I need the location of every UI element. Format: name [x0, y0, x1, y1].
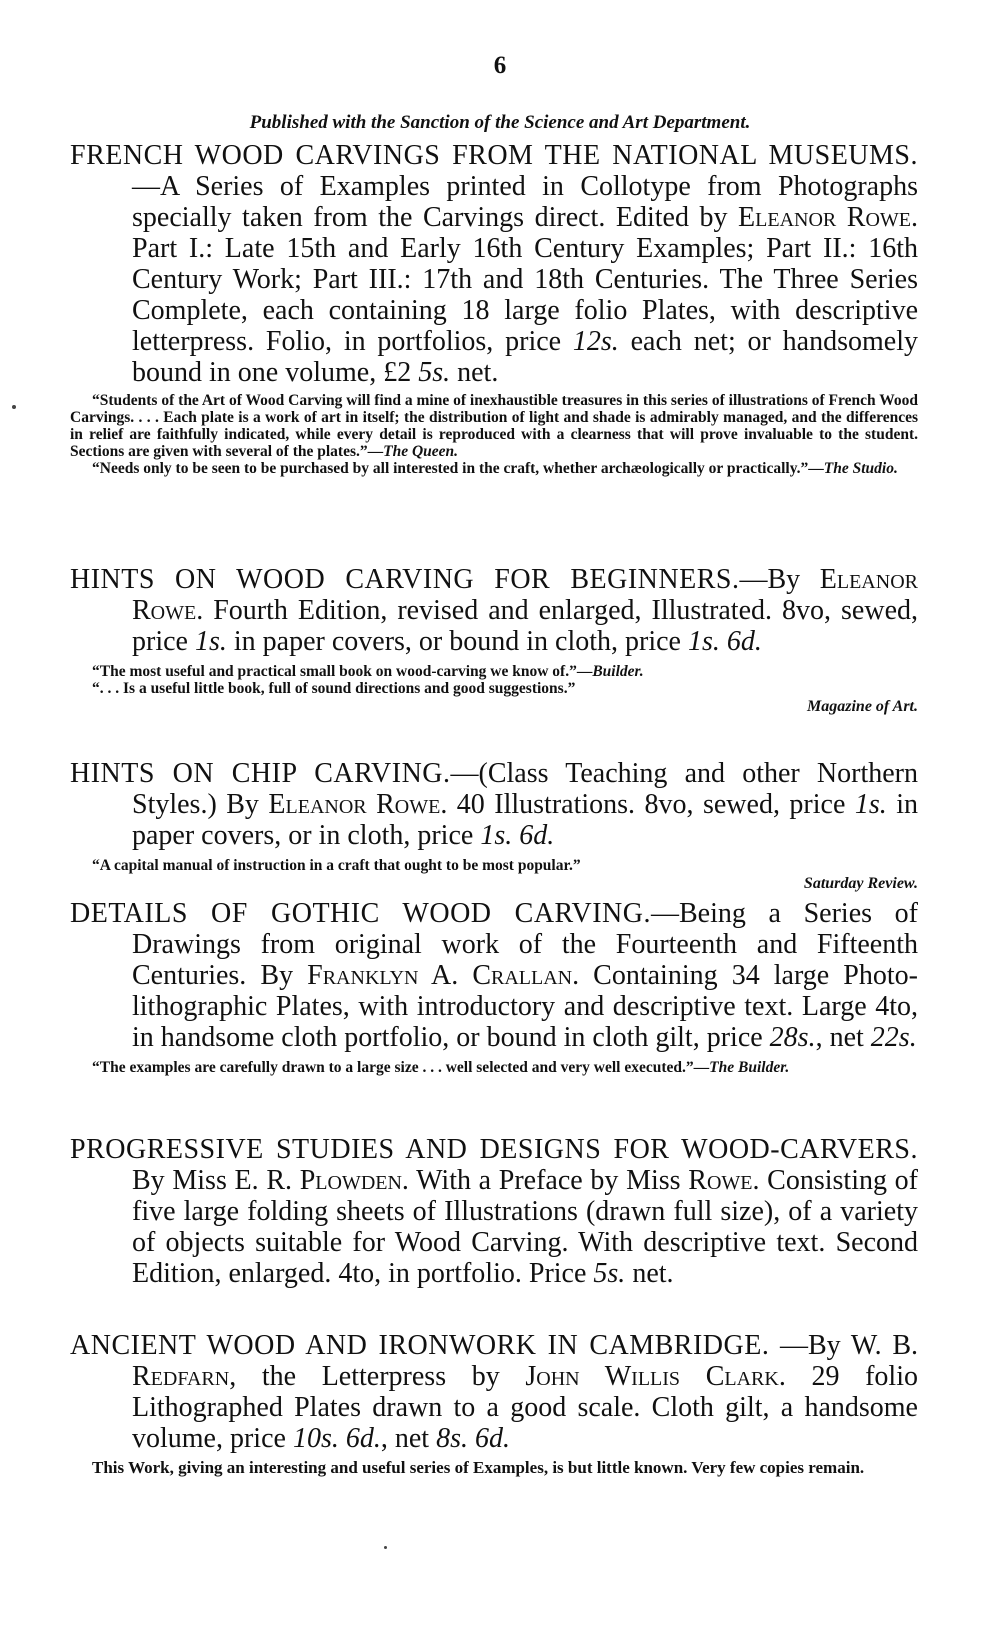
entry-title: HINTS ON WOOD CARVING FOR BEGINNERS.	[70, 564, 740, 595]
entry-text: in paper covers, or in cloth, price	[132, 789, 919, 851]
entry-title: ANCIENT WOOD AND IRONWORK IN CAMBRIDGE.	[70, 1330, 770, 1361]
quote-text: “Students of the Art of Wood Carving will find a mine of inexhaustible treasures in this series of illustrations of French Wood Carvings. . . . Each plate is a work of art in itself; the distribution of light and shade is admirably managed, and the differences in relief are faithfully indicated, while every detail is reproduced with a clearness that will prove invaluable to the student. Sections are given with several of the plates.”—	[70, 392, 918, 460]
review-quote	[70, 1059, 918, 1076]
page-number: 6	[493, 52, 507, 79]
entry-text: . Fourth Edition, revised and enlarged, Illustrated. 8vo, sewed, price	[132, 595, 918, 657]
entry-text: . Consisting of five large folding sheets of Illustrations (drawn full size), of a variety of objects suitable for Wood Carving. With descriptive text. Second Edition, enlarged. 4to, in portfolio. Price	[132, 1165, 918, 1289]
entry-text: each net; or handsomely bound in one volume, £2	[132, 326, 918, 388]
entry-text: . 29 folio Lithographed Plates drawn to a good scale. Cloth gilt, a handsome volume, price	[132, 1361, 918, 1454]
entry-text: —A Series of Examples printed in Collotype from Photographs specially taken from the Carvings direct. Edited by	[132, 171, 918, 233]
entry-price: 12s.	[572, 326, 619, 357]
entry-author: Eleanor Rowe	[268, 789, 441, 820]
entry-text: . 40 Illustrations. 8vo, sewed, price	[440, 789, 855, 820]
entry-author: Redfarn	[132, 1361, 230, 1392]
speck-mark	[384, 1546, 387, 1549]
entry-text: By Miss E. R.	[132, 1165, 300, 1196]
entry-author: Eleanor Rowe	[738, 202, 912, 233]
speck-mark	[12, 405, 16, 409]
review-quote	[70, 392, 918, 460]
quote-source: Magazine of Art.	[807, 698, 918, 715]
entry-body	[70, 898, 918, 1053]
entry-text: . Part I.: Late 15th and Early 16th Century Examples; Part II.: 16th Century Work; Part III.: 17th and 18th Centuries. The Three Series Complete, each containing 18 large folio Plates, with descriptive letterpress. Folio, in portfolios, price	[132, 202, 919, 357]
entry-price: 1s. 6d.	[480, 820, 555, 851]
entry-price: 10s. 6d.	[292, 1423, 381, 1454]
book-entry-gothic-wood-carving	[70, 898, 918, 1076]
entry-body	[70, 758, 918, 851]
entry-author: Franklyn A. Crallan	[307, 960, 573, 991]
entry-price: 5s.	[593, 1258, 626, 1289]
entry-title: DETAILS OF GOTHIC WOOD CARVING.	[70, 898, 651, 929]
entry-price: 5s.	[418, 357, 451, 388]
quote-text: “. . . Is a useful little book, full of sound directions and good suggestions.”	[92, 680, 576, 697]
entry-text: —By	[739, 564, 820, 595]
quote-text: “The most useful and practical small book on wood-carving we know of.”—	[92, 663, 593, 680]
entry-body	[70, 564, 918, 657]
review-quote	[70, 857, 918, 874]
review-quote	[70, 460, 918, 477]
book-entry-chip-carving	[70, 758, 918, 893]
entry-price: 28s.	[769, 1022, 816, 1053]
quote-source: Builder.	[592, 663, 644, 680]
entry-price: 8s. 6d.	[436, 1423, 510, 1454]
entry-price: 1s.	[194, 626, 227, 657]
book-entry-progressive-studies	[70, 1134, 918, 1289]
quote-source: The Queen.	[383, 443, 459, 460]
entry-body	[70, 140, 918, 388]
entry-price: 22s.	[870, 1022, 917, 1053]
entry-note: This Work, giving an interesting and useful series of Examples, is but little known. Very few copies remain.	[92, 1458, 865, 1477]
quote-source: Saturday Review.	[803, 875, 918, 892]
entry-text: . With a Preface by Miss	[401, 1165, 689, 1196]
entry-author: John Willis Clark	[525, 1361, 779, 1392]
entry-author: Plowden	[299, 1165, 402, 1196]
entry-title: PROGRESSIVE STUDIES AND DESIGNS FOR WOOD-CARVERS.	[70, 1134, 918, 1165]
entry-text: —By W. B.	[769, 1330, 919, 1361]
entry-body	[70, 1134, 918, 1289]
entry-author: Rowe	[688, 1165, 753, 1196]
quote-source: The Builder.	[709, 1059, 790, 1076]
quote-text: “A capital manual of instruction in a craft that ought to be most popular.”	[92, 857, 581, 874]
entry-text: , net	[815, 1022, 871, 1053]
entry-text: , net	[380, 1423, 437, 1454]
entry-text: in paper covers, or bound in cloth, price	[226, 626, 688, 657]
entry-title: HINTS ON CHIP CARVING.	[70, 758, 451, 789]
entry-title: FRENCH WOOD CARVINGS FROM THE NATIONAL MUSEUMS.	[70, 140, 918, 171]
review-quote	[70, 680, 918, 697]
quote-text: “The examples are carefully drawn to a large size . . . well selected and very well executed.”—	[92, 1059, 710, 1076]
entry-price: 1s.	[854, 789, 887, 820]
entry-text: . Containing 34 large Photo-lithographic Plates, with introductory and descriptive text. Large 4to, in handsome cloth portfolio, or bound in cloth gilt, price	[132, 960, 918, 1053]
entry-text: —(Class Teaching and other Northern Styles.) By	[132, 758, 918, 820]
sanction-line: Published with the Sanction of the Science and Art Department.	[249, 112, 751, 133]
entry-text: net.	[625, 1258, 674, 1289]
entry-text: net.	[450, 357, 499, 388]
entry-text: , the Letterpress by	[229, 1361, 526, 1392]
book-entry-hints-wood-carving	[70, 564, 918, 716]
quote-text: “Needs only to be seen to be purchased by all interested in the craft, whether archæologically or practically.”—	[92, 460, 824, 477]
book-entry-cambridge-ironwork	[70, 1330, 918, 1478]
book-entry-french-wood-carvings	[70, 140, 918, 477]
entry-price: 1s. 6d.	[687, 626, 762, 657]
entry-text: —Being a Series of Drawings from original work of the Fourteenth and Fifteenth Centuries. By	[132, 898, 919, 991]
entry-author: Eleanor Rowe	[132, 564, 918, 626]
review-quote	[70, 663, 918, 680]
quote-source: The Studio.	[823, 460, 898, 477]
entry-body	[70, 1330, 918, 1454]
